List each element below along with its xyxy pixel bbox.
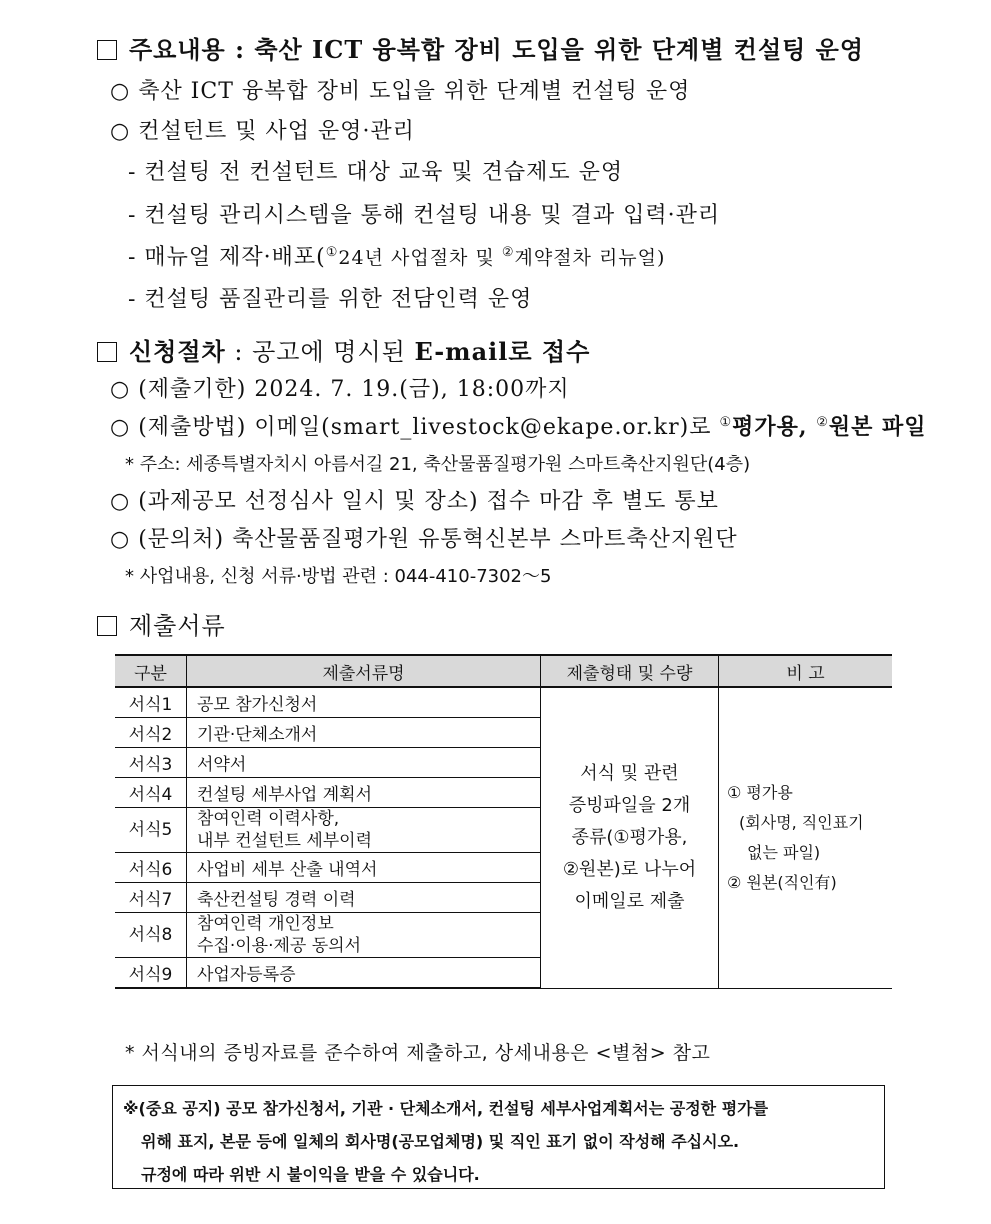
table-header: 제출형태 및 수량 (541, 655, 719, 687)
form-name: 기관·단체소개서 (187, 718, 541, 748)
checkbox-square-icon (97, 616, 117, 636)
docs-footnote: * 서식내의 증빙자료를 준수하여 제출하고, 상세내용은 <별첨> 참고 (125, 1042, 711, 1064)
bullet-method: ○ (제출방법) 이메일(smart_livestock@ekape.or.kr)로 ①평가용, ②원본 파일 (110, 414, 927, 440)
table-header: 비 고 (719, 655, 893, 687)
important-notice-box (112, 1085, 885, 1189)
table-header-row (115, 655, 892, 687)
dash-item: - 컨설팅 전 컨설턴트 대상 교육 및 견습제도 운영 (128, 160, 624, 185)
section-main-heading (97, 30, 864, 65)
format-cell: 서식 및 관련 증빙파일을 2개 종류(①평가용, ②원본)로 나누어 이메일로 제출 (541, 687, 719, 988)
table-header: 구분 (115, 655, 187, 687)
form-id: 서식8 (115, 913, 187, 958)
checkbox-square-icon (97, 342, 117, 362)
table-row (115, 687, 892, 718)
bullet-deadline: ○ (제출기한) 2024. 7. 19.(금), 18:00까지 (110, 377, 570, 402)
form-id: 서식5 (115, 808, 187, 853)
form-id: 서식7 (115, 883, 187, 913)
remark-cell: ① 평가용 (회사명, 직인표기 없는 파일) ② 원본(직인有) (719, 687, 893, 988)
form-name: 축산컨설팅 경력 이력 (187, 883, 541, 913)
dash-item: - 컨설팅 품질관리를 위한 전담인력 운영 (128, 287, 533, 312)
form-id: 서식4 (115, 778, 187, 808)
notice-line: 규정에 따라 위반 시 불이익을 받을 수 있습니다. (141, 1165, 480, 1184)
form-id: 서식2 (115, 718, 187, 748)
form-name: 참여인력 이력사항, 내부 컨설턴트 세부이력 (187, 808, 541, 853)
form-name: 공모 참가신청서 (187, 687, 541, 718)
form-id: 서식6 (115, 853, 187, 883)
checkbox-square-icon (97, 40, 117, 60)
section-apply-title: 신청절차 (129, 337, 226, 366)
form-name: 참여인력 개인정보 수집·이용·제공 동의서 (187, 913, 541, 958)
dash-item-manual: - 매뉴얼 제작·배포(①24년 사업절차 및 ②계약절차 리뉴얼) (128, 245, 666, 270)
section-docs-heading (97, 606, 226, 641)
form-name: 서약서 (187, 748, 541, 778)
dash-item: - 컨설팅 관리시스템을 통해 컨설팅 내용 및 결과 입력·관리 (128, 203, 721, 228)
form-id: 서식1 (115, 687, 187, 718)
bullet-contact: ○ (문의처) 축산물품질평가원 유통혁신본부 스마트축산지원단 (110, 527, 738, 552)
bullet-item: ○ 컨설턴트 및 사업 운영·관리 (110, 119, 415, 144)
form-name: 사업자등록증 (187, 958, 541, 989)
table-header: 제출서류명 (187, 655, 541, 687)
documents-table (115, 654, 892, 989)
form-name: 컨설팅 세부사업 계획서 (187, 778, 541, 808)
notice-line: 위해 표지, 본문 등에 일체의 회사명(공모업체명) 및 직인 표기 없이 작성해 주십시오. (141, 1132, 740, 1151)
form-id: 서식9 (115, 958, 187, 989)
section-apply-heading: 신청절차 : 공고에 명시된 E-mail로 접수 (97, 332, 590, 367)
section-main-title: 주요내용 (129, 35, 226, 64)
section-docs-title: 제출서류 (129, 612, 226, 640)
form-name: 사업비 세부 산출 내역서 (187, 853, 541, 883)
notice-line: ※(중요 공지) 공모 참가신청서, 기관 · 단체소개서, 컨설팅 세부사업계획서는 공정한 평가를 (123, 1099, 769, 1118)
bullet-review: ○ (과제공모 선정심사 일시 및 장소) 접수 마감 후 별도 통보 (110, 489, 719, 514)
contact-note: * 사업내용, 신청 서류·방법 관련 : 044-410-7302～5 (125, 566, 552, 587)
address-note: * 주소: 세종특별자치시 아름서길 21, 축산물품질평가원 스마트축산지원단(4층) (125, 454, 751, 475)
form-id: 서식3 (115, 748, 187, 778)
bullet-item: ○ 축산 ICT 융복합 장비 도입을 위한 단계별 컨설팅 운영 (110, 79, 691, 104)
section-main-desc: : 축산 ICT 융복합 장비 도입을 위한 단계별 컨설팅 운영 (225, 35, 865, 64)
